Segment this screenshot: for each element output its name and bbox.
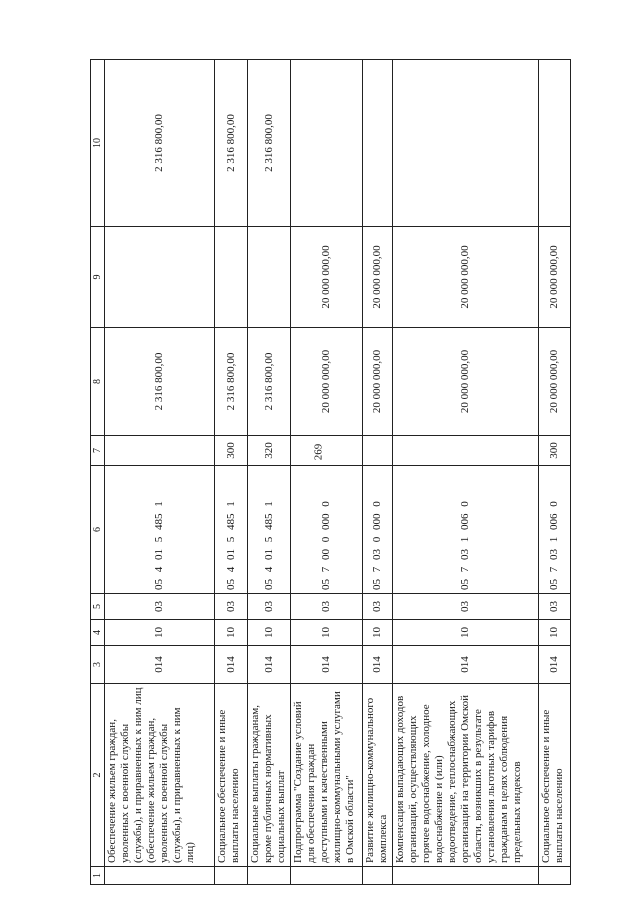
admin-code-cell: 014	[291, 646, 363, 684]
section-cell: 10	[539, 620, 571, 646]
row-number-cell	[539, 867, 571, 885]
subsection-cell: 03	[363, 594, 393, 620]
budget-table	[90, 59, 571, 885]
admin-code-cell: 014	[105, 646, 215, 684]
section-cell: 10	[393, 620, 539, 646]
amount-col9-cell	[105, 227, 215, 328]
subsection-cell: 03	[215, 594, 248, 620]
table-row	[539, 60, 571, 885]
section-cell: 10	[291, 620, 363, 646]
expense-type-cell	[291, 436, 363, 466]
rotated-table-wrapper	[90, 60, 565, 885]
table-row	[393, 60, 539, 885]
section-cell: 10	[363, 620, 393, 646]
description-cell: Обеспечение жильем граждан, уволенных с военной службы (службы), и приравненных к ним лиц (обеспечение жильем граждан, уволенных с военной службы (службы), и приравненных к ним лиц)	[105, 684, 215, 867]
amount-col9-cell: 20 000 000,00	[363, 227, 393, 328]
amount-total-cell: 2 316 800,00	[248, 328, 291, 436]
amount-total-cell: 20 000 000,00	[363, 328, 393, 436]
admin-code-cell: 014	[393, 646, 539, 684]
table-row	[363, 60, 393, 885]
amount-total-cell: 2 316 800,00	[215, 328, 248, 436]
target-article-cell: 05 4 01 5 485 1	[215, 466, 248, 594]
expense-type-cell: 300	[215, 436, 248, 466]
admin-code-cell: 014	[363, 646, 393, 684]
amount-total-cell: 20 000 000,00	[393, 328, 539, 436]
subsection-cell: 03	[539, 594, 571, 620]
table-row	[291, 60, 363, 885]
section-cell: 10	[248, 620, 291, 646]
expense-type-cell: 320	[248, 436, 291, 466]
expense-type-cell	[363, 436, 393, 466]
row-number-cell	[215, 867, 248, 885]
target-article-cell: 05 4 01 5 485 1	[105, 466, 215, 594]
header-row	[91, 60, 105, 885]
description-cell: Подпрограмма "Создание условий для обеспечения граждан доступными и качественными жилищно-коммунальными услугами в Омской области"	[291, 684, 363, 867]
subsection-cell: 03	[393, 594, 539, 620]
col-header: 4	[91, 620, 105, 646]
target-article-cell: 05 7 03 1 006 0	[393, 466, 539, 594]
amount-col10-cell: 2 316 800,00	[215, 60, 248, 227]
target-article-cell: 05 7 00 0 000 0	[291, 466, 363, 594]
table-row	[105, 60, 215, 885]
amount-total-cell: 2 316 800,00	[105, 328, 215, 436]
description-cell: Компенсация выпадающих доходов организаций, осуществляющих горячее водоснабжение, холодное водоснабжение и (или) водоотведение, теплоснабжающих организаций на территории Омской области, возникших в результате установления льготных тарифов гражданам в целях соблюдения предельных индексов	[393, 684, 539, 867]
amount-col9-cell	[215, 227, 248, 328]
expense-type-cell: 300	[539, 436, 571, 466]
amount-col10-cell	[539, 60, 571, 227]
admin-code-cell: 014	[248, 646, 291, 684]
table-row	[248, 60, 291, 885]
amount-col9-cell: 20 000 000,00	[393, 227, 539, 328]
amount-total-cell: 20 000 000,00	[539, 328, 571, 436]
amount-col9-cell	[248, 227, 291, 328]
target-article-cell: 05 4 01 5 485 1	[248, 466, 291, 594]
col-header: 8	[91, 328, 105, 436]
description-cell: Социальные выплаты гражданам, кроме публичных нормативных социальных выплат	[248, 684, 291, 867]
section-cell: 10	[215, 620, 248, 646]
amount-col10-cell	[393, 60, 539, 227]
description-cell: Развитие жилищно-коммунального комплекса	[363, 684, 393, 867]
amount-col10-cell: 2 316 800,00	[105, 60, 215, 227]
col-header: 9	[91, 227, 105, 328]
expense-type-cell	[393, 436, 539, 466]
expense-type-cell	[105, 436, 215, 466]
col-header: 2	[91, 684, 105, 867]
description-cell: Социальное обеспечение и иные выплаты населению	[215, 684, 248, 867]
row-number-cell	[291, 867, 363, 885]
admin-code-cell: 014	[539, 646, 571, 684]
amount-col10-cell: 2 316 800,00	[248, 60, 291, 227]
row-number-cell	[248, 867, 291, 885]
subsection-cell: 03	[105, 594, 215, 620]
admin-code-cell: 014	[215, 646, 248, 684]
amount-col10-cell	[291, 60, 363, 227]
col-header: 7	[91, 436, 105, 466]
col-header: 10	[91, 60, 105, 227]
col-header: 1	[91, 867, 105, 885]
amount-col9-cell: 20 000 000,00	[291, 227, 363, 328]
section-cell: 10	[105, 620, 215, 646]
amount-col10-cell	[363, 60, 393, 227]
subsection-cell: 03	[248, 594, 291, 620]
amount-col9-cell: 20 000 000,00	[539, 227, 571, 328]
col-header: 6	[91, 466, 105, 594]
row-number-cell	[363, 867, 393, 885]
subsection-cell: 03	[291, 594, 363, 620]
col-header: 5	[91, 594, 105, 620]
amount-total-cell: 20 000 000,00	[291, 328, 363, 436]
table-row	[215, 60, 248, 885]
row-number-cell	[393, 867, 539, 885]
page-number: 269	[312, 443, 325, 461]
row-number-cell	[105, 867, 215, 885]
target-article-cell: 05 7 03 1 006 0	[539, 466, 571, 594]
description-cell: Социальное обеспечение и иные выплаты населению	[539, 684, 571, 867]
col-header: 3	[91, 646, 105, 684]
target-article-cell: 05 7 03 0 000 0	[363, 466, 393, 594]
